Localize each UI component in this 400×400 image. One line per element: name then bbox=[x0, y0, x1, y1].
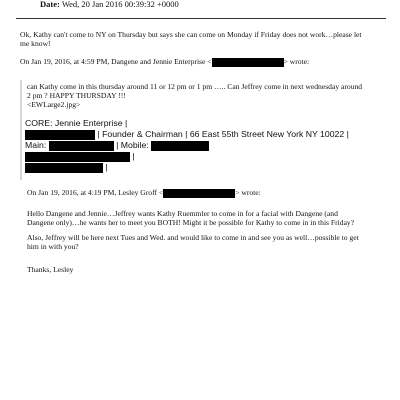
reply-line: me know! bbox=[20, 39, 51, 48]
signature-redacted-line bbox=[25, 162, 349, 173]
quote1-intro-pre: On Jan 19, 2016, at 4:59 PM, Dangene and Jennie Enterprise < bbox=[20, 57, 212, 66]
date-label: Date: bbox=[40, 0, 60, 9]
redacted-info bbox=[25, 152, 130, 162]
quote2-line: Dangene only)…he wants her to meet you BOTH! Might it be possible for Kathy to come in in this Friday? bbox=[27, 218, 355, 227]
quote2-intro-pre: On Jan 19, 2016, at 4:19 PM, Lesley Groff < bbox=[27, 188, 164, 197]
quote2-signoff: Thanks, Lesley bbox=[27, 265, 74, 274]
attachment-name: <EWLarge2.jpg> bbox=[27, 100, 81, 109]
reply-line: Ok, Kathy can't come to NY on Thursday but says she can come on Monday if Friday does not work…please let bbox=[20, 30, 362, 39]
quote2-line: Also, Jeffrey will be here next Tues and Wed. and would like to come in and see you as well…possible to get bbox=[27, 233, 359, 242]
quote1-line: 2 pm ? HAPPY THURSDAY !!! bbox=[27, 91, 126, 100]
quote1-intro-post: > wrote: bbox=[283, 57, 310, 66]
redacted-mobile-phone bbox=[151, 141, 209, 151]
signature-sep: | bbox=[105, 162, 108, 172]
quote2-intro bbox=[27, 188, 261, 198]
quote2-paragraph-1 bbox=[27, 209, 354, 227]
main-label: Main: bbox=[25, 140, 47, 150]
quote-bar bbox=[20, 80, 22, 180]
redacted-main-phone bbox=[49, 141, 114, 151]
signature-title-text: | Founder & Chairman | 66 East 55th Street New York NY 10022 | bbox=[97, 129, 349, 139]
quote2-intro-post: > wrote: bbox=[235, 188, 261, 197]
header-divider bbox=[16, 18, 386, 19]
redacted-email bbox=[163, 189, 235, 198]
signature-title-line bbox=[25, 129, 349, 140]
quote1-line: can Kathy come in this thursday around 11 or 12 pm or 1 pm ….. Can Jeffrey come in next wednesday around bbox=[27, 82, 363, 91]
redacted-email bbox=[212, 58, 284, 67]
redacted-name bbox=[25, 130, 95, 140]
quote1-intro bbox=[20, 57, 309, 67]
quote2-line: him in with you? bbox=[27, 242, 79, 251]
reply-body bbox=[20, 30, 362, 48]
signature-redacted-line bbox=[25, 151, 349, 162]
quote2-paragraph-2 bbox=[27, 233, 359, 251]
mobile-label: | Mobile: bbox=[116, 140, 149, 150]
email-date-line bbox=[40, 0, 179, 9]
signature-block bbox=[25, 118, 349, 173]
quote2-line: Hello Dangene and Jennie…Jeffrey wants Kathy Ruemmler to come in for a facial with Dangene (and bbox=[27, 209, 338, 218]
quote1-body bbox=[27, 82, 362, 109]
redacted-info bbox=[25, 163, 103, 173]
signature-phone-line bbox=[25, 140, 349, 151]
signature-org-line: CORE: Jennie Enterprise | bbox=[25, 118, 128, 128]
signature-sep: | bbox=[132, 151, 135, 161]
date-value: Wed, 20 Jan 2016 00:39:32 +0000 bbox=[61, 0, 179, 9]
